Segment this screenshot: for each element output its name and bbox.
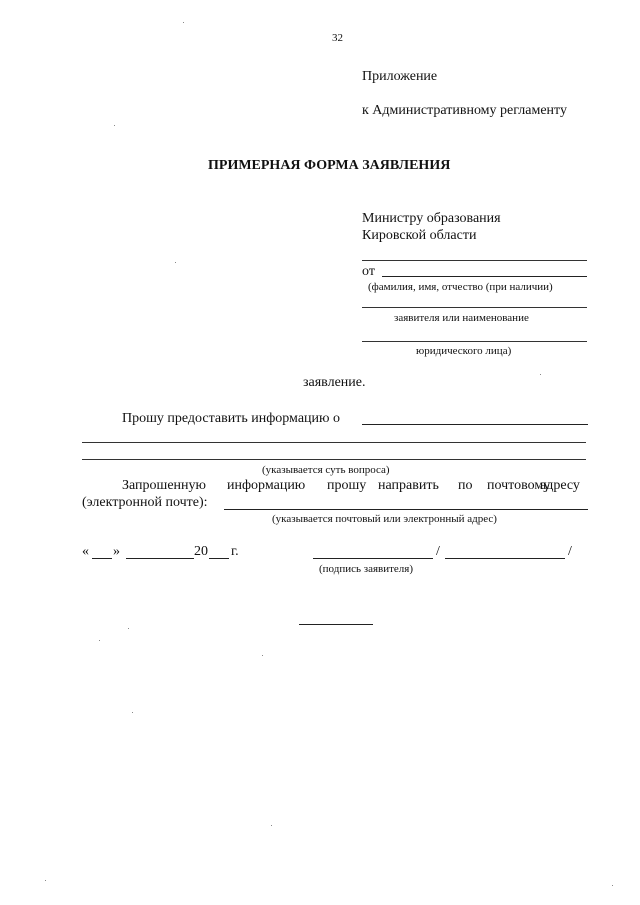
scan-speck [45,880,46,881]
delivery-word-6: почтовому [487,478,551,493]
delivery-word-5: по [458,478,473,493]
delivery-word-1: Запрошенную [122,478,206,493]
request-text: Прошу предоставить информацию о [122,411,340,426]
scan-speck [183,22,184,23]
scan-speck [271,825,272,826]
delivery-word-7: адресу [540,478,580,493]
scan-speck [99,640,100,641]
date-day-field[interactable] [92,558,112,559]
date-year-field[interactable] [209,558,229,559]
page-number: 32 [332,32,343,44]
signature-field[interactable] [313,558,433,559]
date-month-field[interactable] [126,558,194,559]
scan-speck [114,125,115,126]
request-subject-field[interactable] [362,424,588,425]
closing-rule [299,624,373,625]
scan-speck [128,628,129,629]
applicant-field-2[interactable] [362,307,587,308]
date-open-quote: « [82,544,89,559]
request-subject-line-2[interactable] [82,442,586,443]
from-label: от [362,264,375,279]
date-close-quote: » [113,544,120,559]
scan-speck [262,655,263,656]
signature-slash-2: / [568,544,572,559]
from-top-rule [362,260,587,261]
date-year-suffix: г. [231,544,239,559]
signature-hint: (подпись заявителя) [319,563,414,575]
scan-speck [540,374,541,375]
delivery-address-hint: (указывается почтовый или электронный адрес) [272,513,497,525]
document-title: ПРИМЕРНАЯ ФОРМА ЗАЯВЛЕНИЯ [208,158,451,173]
delivery-word-3: прошу [327,478,367,493]
date-year-prefix: 20 [194,544,208,559]
scan-speck [175,262,176,263]
legal-entity-hint: юридического лица) [416,345,512,357]
delivery-email-label: (электронной почте): [82,495,208,510]
signature-name-field[interactable] [445,558,565,559]
request-subject-hint: (указывается суть вопроса) [262,464,390,476]
scan-speck [132,712,133,713]
applicant-name-hint: (фамилия, имя, отчество (при наличии) [368,281,553,293]
signature-slash-1: / [436,544,440,559]
appendix-label: Приложение [362,69,438,84]
applicant-name-field[interactable] [382,276,587,277]
applicant-type-hint: заявителя или наименование [394,312,529,324]
document-type: заявление. [303,375,366,390]
addressee-line-2: Кировской области [362,228,477,243]
delivery-word-2: информацию [227,478,306,493]
delivery-address-field[interactable] [224,509,588,510]
applicant-field-3[interactable] [362,341,587,342]
request-subject-line-3[interactable] [82,459,586,460]
delivery-word-4: направить [378,478,439,493]
addressee-line-1: Министру образования [362,211,501,226]
scan-speck [612,885,613,886]
appendix-regulation: к Административному регламенту [362,103,567,118]
